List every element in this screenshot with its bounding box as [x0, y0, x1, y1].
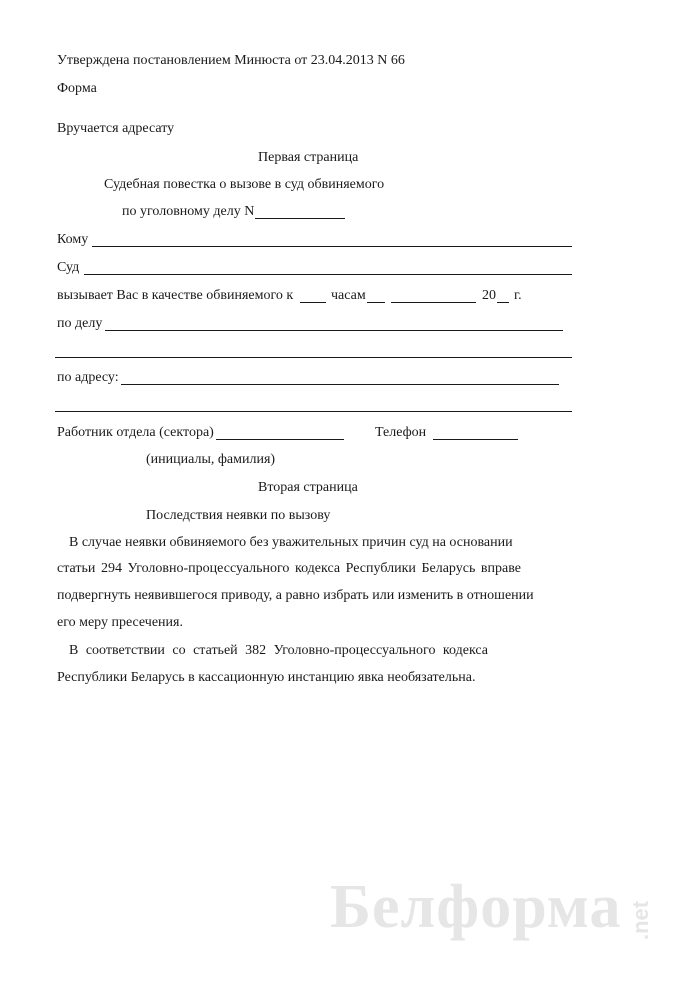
summons-text: вызывает Вас в качестве обвиняемого к	[57, 288, 294, 303]
day-blank	[300, 302, 326, 303]
first-page-heading: Первая страница	[258, 150, 359, 165]
form-label: Форма	[57, 81, 97, 96]
brand-watermark-domain: .net	[628, 900, 653, 940]
para1-line1: В случае неявки обвиняемого без уважительных причин суд на основании	[69, 535, 513, 550]
para1-line2: статьи 294 Уголовно-процессуального кодекса Республики Беларусь вправе	[57, 561, 521, 576]
case-label: по делу	[57, 316, 103, 331]
employee-label: Работник отдела (сектора)	[57, 425, 214, 440]
hours-label: часам	[331, 288, 366, 303]
case-number-label: по уголовному делу N	[122, 204, 255, 219]
minutes-blank	[367, 302, 385, 303]
year-prefix: 20	[482, 288, 496, 303]
date-blank	[391, 302, 476, 303]
to-label: Кому	[57, 232, 89, 247]
court-field-line	[84, 274, 572, 275]
para2-line2: Республики Беларусь в кассационную инстанцию явка необязательна.	[57, 670, 476, 685]
phone-label: Телефон	[375, 425, 427, 440]
para1-line3: подвергнуть неявившегося приводу, а равно избрать или изменить в отношении	[57, 588, 534, 603]
summons-title: Судебная повестка о вызове в суд обвиняемого	[104, 177, 385, 192]
to-field-line	[92, 246, 572, 247]
brand-watermark: Белформа	[330, 873, 622, 941]
employee-blank	[216, 439, 344, 440]
delivered-note: Вручается адресату	[57, 121, 175, 136]
case-field-line	[105, 330, 563, 331]
year-suffix: г.	[514, 288, 522, 303]
case-number-blank	[255, 218, 345, 219]
address-label: по адресу:	[57, 370, 119, 385]
year-blank	[497, 302, 509, 303]
para2-line1: В соответствии со статьей 382 Уголовно-процессуального кодекса	[69, 643, 488, 658]
court-label: Суд	[57, 260, 80, 275]
address-field-line-2	[55, 411, 572, 412]
initials-note: (инициалы, фамилия)	[146, 452, 276, 467]
address-field-line	[121, 384, 559, 385]
approval-note: Утверждена постановлением Минюста от 23.04.2013 N 66	[57, 53, 405, 68]
case-field-line-2	[55, 357, 572, 358]
second-page-heading: Вторая страница	[258, 480, 358, 495]
phone-blank	[433, 439, 518, 440]
para1-line4: его меру пресечения.	[57, 615, 183, 630]
consequences-title: Последствия неявки по вызову	[146, 508, 331, 523]
